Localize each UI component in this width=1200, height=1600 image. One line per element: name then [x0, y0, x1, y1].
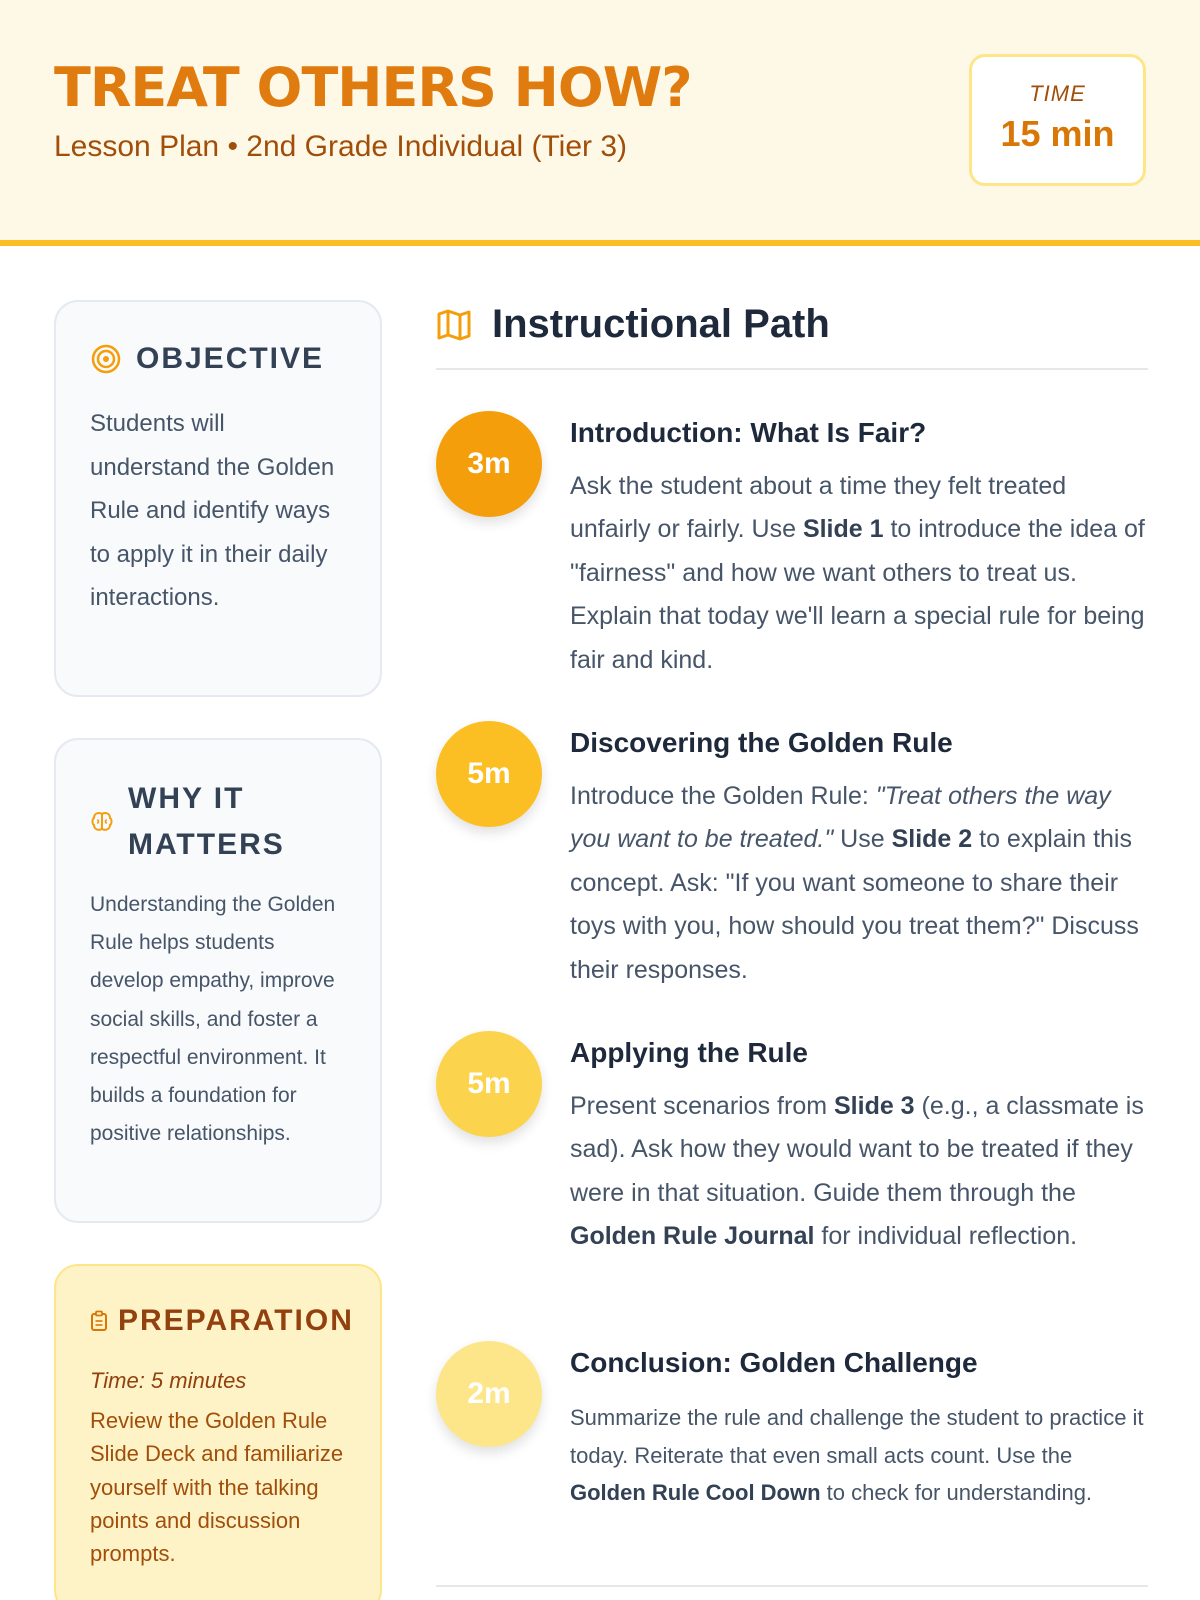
step-text: Ask the student about a time they felt treated unfairly or fairly. Use Slide 1 to introduce the idea of "fairness" and how we want others to treat us. Explain that today we'll learn a special rule for being fair and kind.	[570, 472, 1145, 674]
brain-icon	[90, 810, 114, 834]
duration-badge: 5m	[436, 1031, 542, 1137]
lesson-title: TREAT OTHERS HOW?	[54, 56, 692, 119]
preparation-title: PREPARATION	[118, 1304, 354, 1337]
objective-text: Students will understand the Golden Rule and identify ways to apply it in their daily interactions.	[90, 410, 335, 611]
time-label: TIME	[1029, 81, 1086, 106]
instructional-path-title: Instructional Path	[492, 302, 830, 346]
clipboard-icon	[90, 1310, 108, 1332]
preparation-text: Review the Golden Rule Slide Deck and familiarize yourself with the talking points and discussion prompts.	[90, 1408, 344, 1567]
objective-title: OBJECTIVE	[136, 342, 325, 375]
time-badge	[969, 54, 1146, 186]
time-value: 15 min	[1000, 113, 1115, 154]
map-icon	[436, 308, 472, 342]
step-text: Summarize the rule and challenge the student to practice it today. Reiterate that even small acts count. Use the Golden Rule Cool Down to check for understanding.	[570, 1405, 1144, 1505]
preparation-time: Time: 5 minutes	[90, 1368, 247, 1393]
step-text: Introduce the Golden Rule: "Treat others the way you want to be treated." Use Slide 2 to explain this concept. Ask: "If you want someone to share their toys with you, how should you treat them?" Discuss their responses.	[570, 782, 1139, 984]
step-text: Present scenarios from Slide 3 (e.g., a classmate is sad). Ask how they would want to be treated if they were in that situation. Guide them through the Golden Rule Journal for individual reflection.	[570, 1092, 1144, 1251]
duration-badge: 3m	[436, 411, 542, 517]
step-title: Discovering the Golden Rule	[570, 727, 953, 758]
lesson-subtitle: Lesson Plan • 2nd Grade Individual (Tier 3)	[54, 130, 628, 163]
lesson-header	[0, 0, 1200, 246]
preparation-card	[54, 1264, 382, 1600]
why-it-matters-text: Understanding the Golden Rule helps students develop empathy, improve social skills, and foster a respectful environment. It builds a foundation for positive relationships.	[90, 893, 336, 1146]
step-title: Conclusion: Golden Challenge	[570, 1347, 978, 1378]
why-it-matters-card	[54, 738, 382, 1223]
preparation-header	[90, 1304, 354, 1338]
why-it-matters-title: WHY IT MATTERS	[128, 782, 285, 861]
step-title: Introduction: What Is Fair?	[570, 417, 927, 448]
why-it-matters-header	[90, 776, 328, 868]
step-title: Applying the Rule	[570, 1037, 808, 1068]
objective-header	[90, 342, 324, 376]
divider	[436, 368, 1148, 370]
target-icon	[90, 343, 122, 375]
divider	[436, 1585, 1148, 1587]
duration-badge: 2m	[436, 1341, 542, 1447]
duration-badge: 5m	[436, 721, 542, 827]
objective-card	[54, 300, 382, 697]
instructional-path-header	[436, 302, 830, 347]
